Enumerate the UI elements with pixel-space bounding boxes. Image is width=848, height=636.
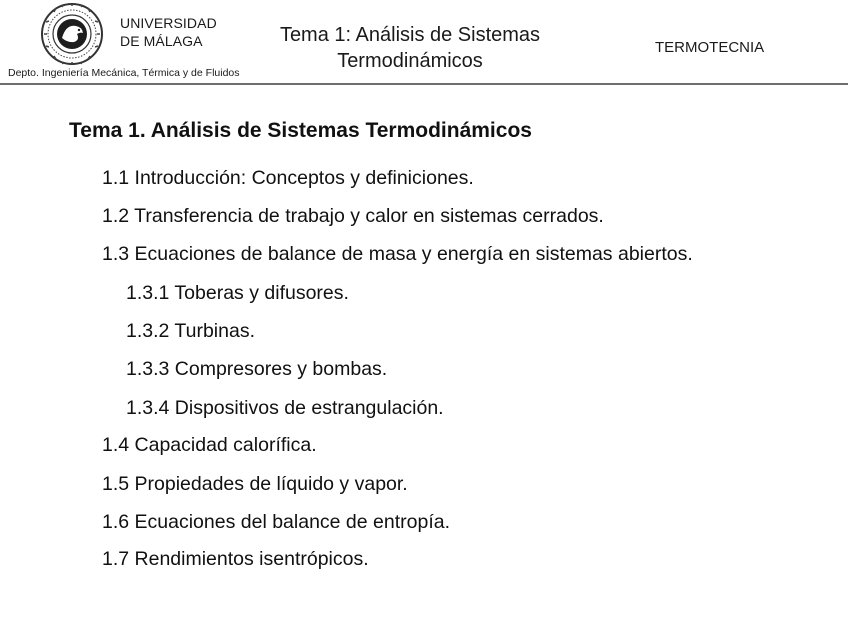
university-name <box>120 14 217 50</box>
document-title-line2: Termodinámicos <box>337 50 483 72</box>
list-item: 1.4 Capacidad calorífica. <box>102 434 317 456</box>
list-subitem: 1.3.1 Toberas y difusores. <box>126 282 349 304</box>
university-name-line1: UNIVERSIDAD <box>120 15 217 31</box>
list-subitem: 1.3.2 Turbinas. <box>126 320 255 342</box>
header-divider <box>0 83 848 85</box>
course-name: TERMOTECNIA <box>655 39 765 56</box>
university-name-line2: DE MÁLAGA <box>120 33 203 49</box>
list-item: 1.5 Propiedades de líquido y vapor. <box>102 473 408 495</box>
university-seal-logo <box>36 2 108 66</box>
page-header <box>0 0 848 86</box>
document-title-line1: Tema 1: Análisis de Sistemas <box>279 24 541 46</box>
document-title <box>262 22 558 74</box>
list-item: 1.6 Ecuaciones del balance de entropía. <box>102 511 451 533</box>
department-name: Depto. Ingeniería Mecánica, Térmica y de Fluidos <box>8 67 240 79</box>
list-item: 1.2 Transferencia de trabajo y calor en sistemas cerrados. <box>102 205 604 227</box>
list-item: 1.3 Ecuaciones de balance de masa y energía en sistemas abiertos. <box>102 243 693 265</box>
list-item: 1.1 Introducción: Conceptos y definiciones. <box>102 167 474 189</box>
section-title: Tema 1. Análisis de Sistemas Termodinámicos <box>69 119 532 142</box>
list-item: 1.7 Rendimientos isentrópicos. <box>102 548 369 570</box>
list-subitem: 1.3.4 Dispositivos de estrangulación. <box>126 397 444 419</box>
list-subitem: 1.3.3 Compresores y bombas. <box>126 358 388 380</box>
